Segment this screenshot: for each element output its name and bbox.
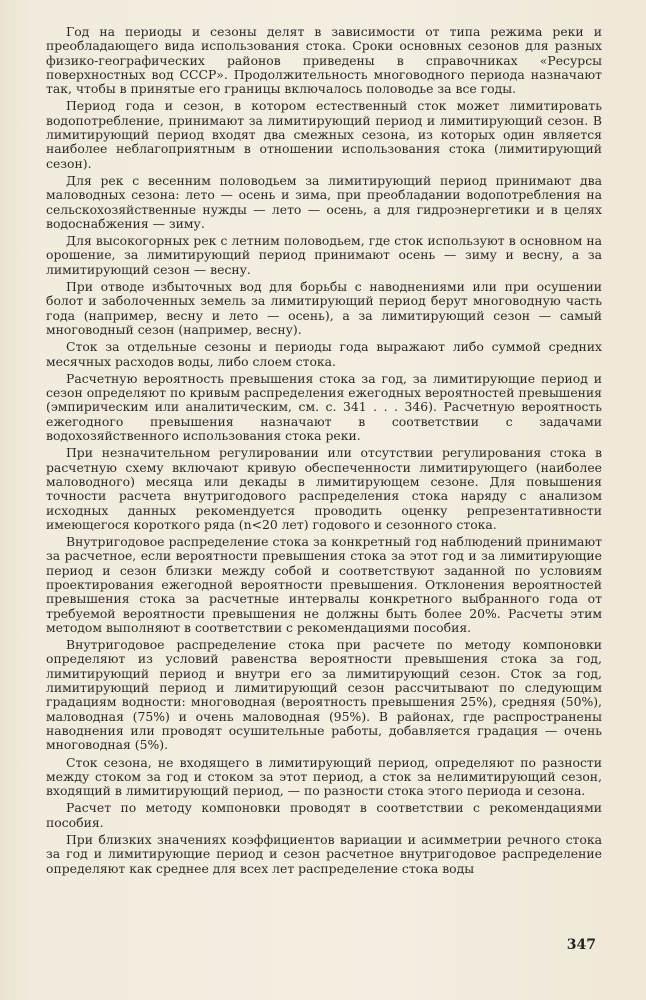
paragraph-season-division: Год на периоды и сезоны делят в зависимости от типа режима реки и преобладающего вида использования стока. Сроки основных сезонов для разных физико-географических районов приведены в справочниках «Ресурсы поверхностных вод СССР». Продолжительность многоводного периода назначают так, чтобы в принятые его границы включалось половодье за все годы.	[46, 24, 602, 97]
paragraph-flood-control: При отводе избыточных вод для борьбы с наводнениями или при осушении болот и заболоченных земель за лимитирующий период берут многоводную часть года (например, весну и лето — осень), а за лимитирующий сезон — самый многоводный сезон (например, весну).	[46, 279, 602, 337]
paragraph-design-probability: Расчетную вероятность превышения стока за год, за лимитирующие период и сезон определяют по кривым распределения ежегодных вероятностей превышения (эмпирическим или аналитическим, см. с. 341 . . . 346). Расчетную вероятность ежегодного превышения назначают в соответствии с задачами водохозяйственного использования стока реки.	[46, 370, 602, 444]
paragraph-specific-year: Внутригодовое распределение стока за конкретный год наблюдений принимают за расчетное, если вероятности превышения стока за этот год и за лимитирующие период и сезон близки между собой и соответствуют заданной по условиям проектирования ежегодной вероятности превышения. Отклонения вероятностей превышения стока за расчетные интервалы конкретного выбранного года от требуемой вероятности превышения не должны быть более 20%. Расчеты этим методом выполняют в соответствии с рекомендациями пособия.	[46, 534, 602, 635]
paragraph-composition-method: Внутригодовое распределение стока при расчете по методу компоновки определяют из условий равенства вероятности превышения стока за год, лимитирующий период и внутри его за лимитирующий сезон. Сток за год, лимитирующий период и лимитирующий сезон рассчитывают по следующим градациям водности: многоводная (вероятность превышения 25%), средняя (50%), маловодная (75%) и очень маловодная (95%). В районах, где распространены наводнения или проводят осушительные работы, добавляется градация — очень многоводная (5%).	[46, 637, 602, 753]
paragraph-highland-rivers: Для высокогорных рек с летним половодьем, где сток используют в основном на орошение, за лимитирующий период принимают осень — зиму и весну, а за лимитирующий сезон — весну.	[46, 233, 602, 277]
paragraph-minor-regulation: При незначительном регулировании или отсутствии регулирования стока в расчетную схему включают кривую обеспеченности лимитирующего (наиболее маловодного) месяца или декады в лимитирующем сезоне. Для повышения точности расчета внутригодового распределения стока наряду с анализом исходных данных рекомендуется проводить оценку репрезентативности имеющегося короткого ряда (n<20 лет) годового и сезонного стока.	[46, 445, 602, 532]
text-column	[46, 25, 602, 879]
paragraph-spring-flood-rivers: Для рек с весенним половодьем за лимитирующий период принимают два маловодных сезона: лето — осень и зима, при преобладании водопотребления на сельскохозяйственные нужды — лето — осень, а для гидроэнергетики и в целях водоснабжения — зиму.	[46, 172, 602, 231]
paragraph-seasonal-runoff: Сток за отдельные сезоны и периоды года выражают либо суммой средних месячных расходов воды, либо слоем стока.	[46, 339, 602, 369]
paragraph-limiting-period: Период года и сезон, в котором естественный сток может лимитировать водопотребление, принимают за лимитирующий период и лимитирующий сезон. В лимитирующий период входят два смежных сезона, из которых один является наиболее неблагоприятным в отношении использования стока (лимитирующий сезон).	[46, 98, 602, 171]
paragraph-close-coefficients: При близких значениях коэффициентов вариации и асимметрии речного стока за год и лимитирующие период и сезон расчетное внутригодовое распределение определяют как среднее для всех лет распределение стока воды	[46, 832, 602, 876]
page-number: 347	[566, 937, 596, 953]
paragraph-non-limiting-season: Сток сезона, не входящего в лимитирующий период, определяют по разности между стоком за год и стоком за этот период, а сток за нелимитирующий сезон, входящий в лимитирующий период, — по разности стока этого периода и сезона.	[46, 754, 602, 799]
paragraph-composition-reference: Расчет по методу компоновки проводят в соответствии с рекомендациями пособия.	[46, 800, 602, 830]
